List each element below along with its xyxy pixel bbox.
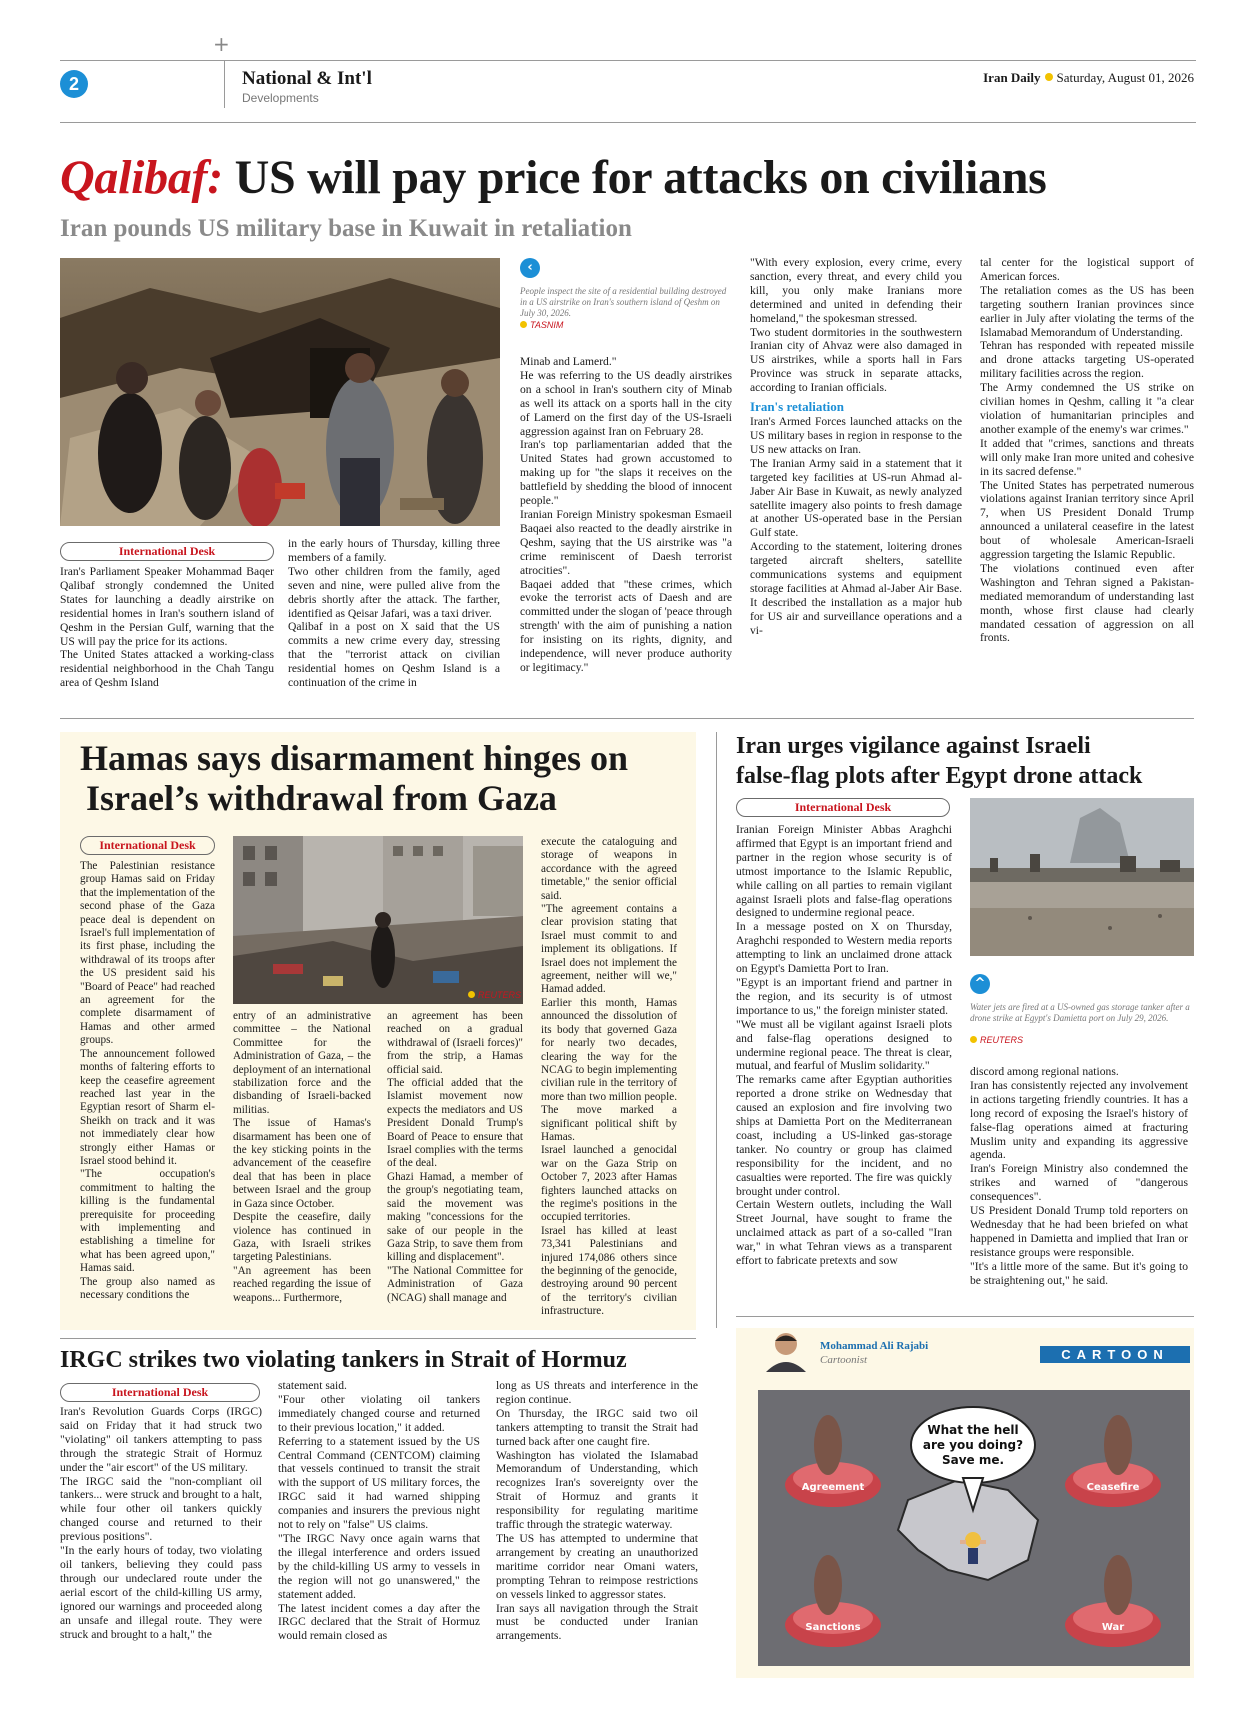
paragraph: Iranian Foreign Ministry spokesman Esmaeil Baqaei also reacted to the deadly airstrike in Qeshm, saying that the US airstrike was "a crime reminiscent of Daesh terrorist atrocities". — [520, 507, 732, 577]
paragraph: entry of an administrative committee – the National Committee for the Administration of Gaza, – the deployment of an international stabilization force and the disbanding of Israeli-backed militias. — [233, 1010, 371, 1116]
irgc-headline: IRGC strikes two violating tankers in Strait of Hormuz — [60, 1347, 627, 1373]
main-col-2 — [288, 537, 500, 690]
cartoonist-role: Cartoonist — [820, 1354, 868, 1366]
subsection-title: Developments — [242, 91, 319, 105]
photo-caption: People inspect the site of a residential building destroyed in a US airstrike on Iran's southern island of Qeshm on July 30, 2026. — [520, 286, 727, 318]
paragraph: US President Donald Trump told reporters on Wednesday that he had been briefed on what happened in Damietta and implied that Iran or resistance groups were responsible. — [970, 1204, 1188, 1259]
paragraph: Two student dormitories in the southwestern Iranian city of Ahvaz were also damaged in US airstrikes, while a sports hall in Fars Province was struck in separate attacks, according to Iranian officials. — [750, 325, 962, 395]
paragraph: Minab and Lamerd." — [520, 355, 617, 368]
button-label: War — [1101, 1622, 1125, 1633]
paragraph: The violations continued even after Washington and Tehran signed a Pakistan-mediated memorandum of understanding last month, whose first clause had clearly mandated cessation of aggression on all fronts. — [980, 561, 1194, 645]
cartoonist-avatar — [758, 1328, 814, 1372]
paragraph: The Iranian Army said in a statement that it targeted key facilities at US-run Ahmad al-Jaber Air Base in Kuwait, as newly analyzed satellite imagery also points to fresh damage at another US-operated base in the Persian Gulf state. — [750, 456, 962, 540]
photo-credit-text: REUTERS — [478, 990, 522, 1000]
paragraph: Tehran has responded with repeated missile and drone attacks targeting US-operated military facilities across the region. — [980, 339, 1194, 381]
paragraph: in the early hours of Thursday, killing three members of a family. — [288, 537, 500, 564]
main-subheadline: Iran pounds US military base in Kuwait in retaliation — [60, 215, 632, 242]
hamas-col-2 — [233, 1010, 371, 1305]
separator-dot-icon — [1045, 73, 1053, 81]
section-rule — [60, 718, 1194, 719]
desk-label: International Desk — [736, 798, 950, 817]
paragraph: Iran says all navigation through the Strait must be conducted under Iranian arrangements. — [496, 1601, 698, 1643]
hamas-headline-line1: Hamas says disarmament hinges on — [80, 738, 629, 778]
button-label: Ceasefire — [1086, 1482, 1140, 1493]
paragraph: The announcement followed months of faltering efforts to keep the ceasefire agreement reached last year in the Egyptian resort of Sharm el-Sheikh on track and it was not immediately clear how strongly either Hamas or Israel stood behind it. — [80, 1047, 215, 1167]
column-rule — [716, 732, 717, 1328]
headline-text: US will pay price for attacks on civilians — [222, 151, 1047, 204]
paragraph: "The agreement contains a clear provision stating that Israel must commit to and implement its obligations. If Israel does not implement the agreement, neither will we," Hamad added. — [541, 903, 677, 996]
gaza-photo — [233, 836, 523, 1004]
subhead-retaliation: Iran's retaliation — [750, 399, 845, 415]
photo-next-button[interactable]: ^ — [970, 974, 990, 994]
paragraph: "With every explosion, every crime, every sanction, every threat, and every child you kill, you only make Iranians more determined and united in defending their homeland," the spokesman stressed. — [750, 256, 962, 325]
paragraph: The United States has perpetrated numerous violations against Iranian territory since April 7, when US President Donald Trump announced a unilateral ceasefire in the latest bout of wholesale American-Israeli aggression targeting the Islamic Republic. — [980, 478, 1194, 562]
desk-label: International Desk — [60, 542, 274, 561]
credit-dot-icon — [970, 1036, 977, 1043]
hamas-col-1 — [80, 860, 215, 1302]
issue-date: Saturday, August 01, 2026 — [1056, 70, 1194, 85]
paragraph: The latest incident comes a day after the IRGC declared that the Strait of Hormuz would remain closed as — [278, 1601, 480, 1643]
paragraph: The issue of Hamas's disarmament has been one of the key sticking points in the advancement of the ceasefire deal that has been in place between Israel and the group in Gaza since October. — [233, 1117, 371, 1210]
paragraph: "An agreement has been reached regarding the issue of weapons... Furthermore, — [233, 1264, 371, 1304]
speech-line: Save me. — [941, 1453, 1005, 1467]
cartoon-label: CARTOON — [1040, 1346, 1190, 1363]
main-headline — [60, 150, 1046, 205]
irgc-col-1 — [60, 1405, 262, 1641]
headline-speaker: Qalibaf: — [60, 151, 223, 204]
paragraph: Despite the ceasefire, daily violence has continued in Gaza, with Israeli strikes targeting Palestinians. — [233, 1211, 371, 1264]
paragraph: Iran's Armed Forces launched attacks on the US military bases in region in response to the US new attacks on Iran. — [750, 415, 962, 456]
cartoonist-name: Mohammad Ali Rajabi — [820, 1340, 929, 1352]
paragraph: Two other children from the family, aged seven and nine, were pulled alive from the debris shortly after the attack. The farther, identified as Qeisar Jafari, was a taxi driver. — [288, 564, 500, 620]
paragraph: He was referring to the US deadly airstrikes on a school in Iran's southern city of Minab as well its attack on a sports hall in the city of Lamerd on the first day of the US-Israeli aggression against Iran on February 28. — [520, 368, 732, 438]
button-label: Sanctions — [805, 1622, 861, 1633]
paragraph: The US has attempted to undermine that arrangement by creating an unauthorized maritime corridor near Omani waters, prompting Tehran to reimpose restrictions on vessels linked to aggressor states. — [496, 1531, 698, 1601]
paragraph: Israel launched a genocidal war on the Gaza Strip on October 7, 2023 after Hamas fighters launched attacks on the regime's positions in the occupied territories. — [541, 1144, 677, 1224]
cartoon-artwork — [758, 1390, 1190, 1666]
paragraph: Iran has consistently rejected any involvement in actions targeting friendly countries. It has a long record of exposing the Israel's history of false-flag operations aimed at fracturing Muslim unity and expanding its aggressive agenda. — [970, 1078, 1188, 1162]
paragraph: It added that "crimes, sanctions and threats will only make Iran more united and cohesive in its sacred defense." — [980, 436, 1194, 478]
section-rule — [60, 1338, 696, 1339]
paragraph: Iran's Foreign Ministry also condemned the strikes and warned of "dangerous consequences". — [970, 1162, 1188, 1204]
photo-credit-text: TASNIM — [530, 320, 564, 330]
photo-credit — [970, 1035, 1023, 1045]
paragraph: Washington has violated the Islamabad Memorandum of Understanding, which recognizes Iran's sovereignty over the Strait of Hormuz and grants it responsibility for regulating maritime traffic through the strategic waterway. — [496, 1448, 698, 1532]
paragraph: The retaliation comes as the US has been targeting southern Iranian provinces since earlier in July after violating the terms of the Islamabad Memorandum of Understanding. — [980, 283, 1194, 339]
main-col-4 — [750, 256, 962, 638]
paragraph: On Thursday, the IRGC said two oil tankers attempting to transit the Strait had turned back after one caught fire. — [496, 1406, 698, 1448]
paragraph: Iran's Parliament Speaker Mohammad Baqer Qalibaf strongly condemned the United States for launching a deadly airstrike on residential homes in Iran's southern island of Qeshm in the Persian Gulf, warning that the US will pay the price for its actions. — [60, 565, 274, 648]
speech-line: What the hell — [927, 1423, 1019, 1437]
dateline — [983, 70, 1194, 86]
paragraph: "It's a little more of the same. But it's going to be straightening out," he said. — [970, 1259, 1188, 1287]
paragraph: "The IRGC Navy once again warns that the illegal interference and orders issued by the child-killing US army to vessels in the region will not go unanswered," the statement added. — [278, 1531, 480, 1601]
photo-credit-text: REUTERS — [980, 1035, 1024, 1045]
paragraph: execute the cataloguing and storage of weapons in accordance with the agreed timetable," the senior official said. — [541, 836, 677, 902]
credit-dot-icon — [468, 991, 475, 998]
paragraph: "We must all be vigilant against Israeli plots and false-flag operations designed to undermine regional peace. The threat is clear, mutual, and fearful of Muslim solidarity." — [736, 1017, 952, 1073]
paragraph: The IRGC said the "non-compliant oil tankers... were struck and brought to a halt, while four other oil tankers quickly changed course and returned to their previous positions". — [60, 1474, 262, 1544]
paragraph: The remarks came after Egyptian authorities reported a drone strike on Wednesday that caused an explosion and fire involving two ships at Damietta Port on the Mediterranean coast, including a US-linked gas-storage tanker. No country or group has claimed responsibility for the incident, and no casualties were reported. The fire was quickly brought under control. — [736, 1073, 952, 1198]
header-divider — [224, 60, 225, 108]
paragraph: "Four other violating oil tankers immediately changed course and returned to their previous location," it added. — [278, 1392, 480, 1434]
paragraph: According to the statement, loitering drones targeted aircraft shelters, satellite communications systems and equipment storage facilities at Ahmad al-Jaber Air Base. It described the installation as a major hub for US air and surveillance operations and a vi- — [750, 540, 962, 637]
paragraph: Iranian Foreign Minister Abbas Araghchi affirmed that Egypt is an important friend and partner in the region whose security is of utmost importance to the Islamic Republic, while calling on all parties to remain vigilant against Israeli plots and false-flag operations designed to undermine regional peace. — [736, 823, 952, 920]
button-label: Agreement — [801, 1482, 865, 1493]
paragraph: Baqaei added that "these crimes, which evoke the terrorist acts of Daesh and are committed under the slogan of 'peace through strength' with the aim of punishing a nation for insisting on its rights, dignity, and independence, will never produce authority or legitimacy." — [520, 577, 732, 674]
paragraph: Qalibaf in a post on X said that the US commits a new crime every day, stressing that the "terrorist attack on civilian residential homes on Qeshm Island is a continuation of the crime in — [288, 620, 500, 690]
paragraph: Israel has killed at least 73,341 Palestinians and injured 174,086 others since the beginning of the genocide, destroying around 90 percent of the territory's civilian infrastructure. — [541, 1224, 677, 1318]
paragraph: Certain Western outlets, including the Wall Street Journal, have sought to frame the unclaimed attack as part of a so-called "Iran war," in what Tehran views as a transparent effort to fabricate pretexts and sow — [736, 1198, 952, 1268]
hamas-headline-line2: Israel’s withdrawal from Gaza — [86, 778, 557, 818]
paragraph: The United States attacked a working-class residential neighborhood in the Chah Tangu area of Qeshm Island — [60, 648, 274, 690]
qeshm-photo — [60, 258, 500, 526]
egypt-headline-line2: false-flag plots after Egypt drone attack — [736, 763, 1143, 789]
irgc-col-3 — [496, 1379, 698, 1643]
egypt-col-2 — [970, 1065, 1188, 1288]
paragraph: "The occupation's commitment to halting the killing is the fundamental prerequisite for proceeding with implementing and establishing a timeline for what has been agreed upon," Hamas said. — [80, 1168, 215, 1275]
paragraph: In a message posted on X on Thursday, Araghchi responded to Western media reports attempting to link an unclaimed drone attack on Egypt's Damietta Port to Iran. — [736, 920, 952, 976]
speech-line: are you doing? — [922, 1438, 1024, 1452]
egypt-headline — [736, 731, 1142, 791]
paragraph: Earlier this month, Hamas announced the dissolution of its body that governed Gaza for nearly two decades, clearing the way for the NCAG to begin implementing civilian rule in the territory of more than two million people. The move marked a significant political shift by Hamas. — [541, 996, 677, 1143]
paragraph: "In the early hours of today, two violating oil tankers, believing they could pass through our undeclared route under the aerial escort of the child-killing US army, ignored our warnings and proceeded along an unsafe and illegal route. They were struck and brought to a halt," the — [60, 1544, 262, 1641]
photo-prev-button[interactable]: ‹ — [520, 258, 540, 278]
paragraph: discord among regional nations. — [970, 1065, 1119, 1078]
paragraph: an agreement has been reached on a gradual withdrawal of (Israeli forces)" from the strip, a Hamas official said. — [387, 1010, 523, 1076]
photo-caption: Water jets are fired at a US-owned gas storage tanker after a drone strike at Egypt's Damietta port on July 29, 2026. — [970, 1002, 1190, 1023]
hamas-col-3 — [387, 1010, 523, 1305]
paragraph: Iran's top parliamentarian added that the United States had grown accustomed to making up for "the slaps it receives on the battlefield by shedding the blood of innocent people." — [520, 438, 732, 508]
section-title: National & Int'l — [242, 68, 372, 89]
paragraph: The Army condemned the US strike on civilian homes in Qeshm, calling it "a clear violation of humanitarian principles and another example of the enemy's war crimes." — [980, 381, 1194, 436]
crop-mark-icon: + — [213, 32, 230, 56]
paragraph: "The National Committee for Administration of Gaza (NCAG) shall manage and — [387, 1264, 523, 1304]
hamas-col-4 — [541, 836, 677, 1319]
egypt-headline-line1: Iran urges vigilance against Israeli — [736, 733, 1091, 759]
paragraph: long as US threats and interference in the region continue. — [496, 1379, 698, 1406]
egypt-col-1 — [736, 823, 952, 1268]
main-col-1 — [60, 565, 274, 690]
header-bottom-rule — [60, 122, 1196, 123]
paragraph: The group also named as necessary conditions the — [80, 1275, 215, 1301]
paragraph: statement said. — [278, 1379, 347, 1392]
paragraph: tal center for the logistical support of American forces. — [980, 256, 1194, 283]
irgc-col-2 — [278, 1379, 480, 1643]
paragraph: The Palestinian resistance group Hamas said on Friday that the implementation of the second phase of the Gaza peace deal is dependent on Israel's full implementation of its first phase, including the withdrawal of its troops after the US president said his "Board of Peace" had reached an agreement for the complete disarmament of Hamas and other armed groups. — [80, 860, 215, 1047]
main-col-5 — [980, 256, 1194, 645]
hamas-headline — [80, 738, 628, 818]
paragraph: Referring to a statement issued by the US Central Command (CENTCOM) claiming that vessels continued to transit the strait with the support of US military forces, the IRGC said it had warned shipping companies and insurers the previous night not to rely on "false" US claims. — [278, 1434, 480, 1532]
paragraph: Ghazi Hamad, a member of the group's negotiating team, said the movement was making "concessions for the sake of our people in the Gaza Strip, to save them from killing and displacement". — [387, 1170, 523, 1264]
main-col-3 — [520, 355, 732, 675]
photo-credit — [468, 990, 521, 1000]
paragraph: "Egypt is an important friend and partner in the region, and its security is of utmost importance to us," the foreign minister stated. — [736, 975, 952, 1017]
paragraph: The official added that the Islamist movement now expects the mediators and US President Donald Trump's Board of Peace to ensure that Israel complies with the terms of the deal. — [387, 1077, 523, 1170]
paragraph: Iran's Revolution Guards Corps (IRGC) said on Friday that it had struck two "violating" oil tankers attempting to pass through the strategic Strait of Hormuz under the "air escort" of the US military. — [60, 1405, 262, 1474]
damietta-photo — [970, 798, 1194, 956]
photo-credit — [520, 320, 563, 330]
page-number: 2 — [60, 70, 88, 98]
desk-label: International Desk — [60, 1383, 260, 1402]
desk-label: International Desk — [80, 836, 215, 855]
top-rule — [60, 60, 1196, 61]
credit-dot-icon — [520, 321, 527, 328]
section-rule — [736, 1316, 1194, 1317]
paper-name: Iran Daily — [983, 70, 1041, 85]
